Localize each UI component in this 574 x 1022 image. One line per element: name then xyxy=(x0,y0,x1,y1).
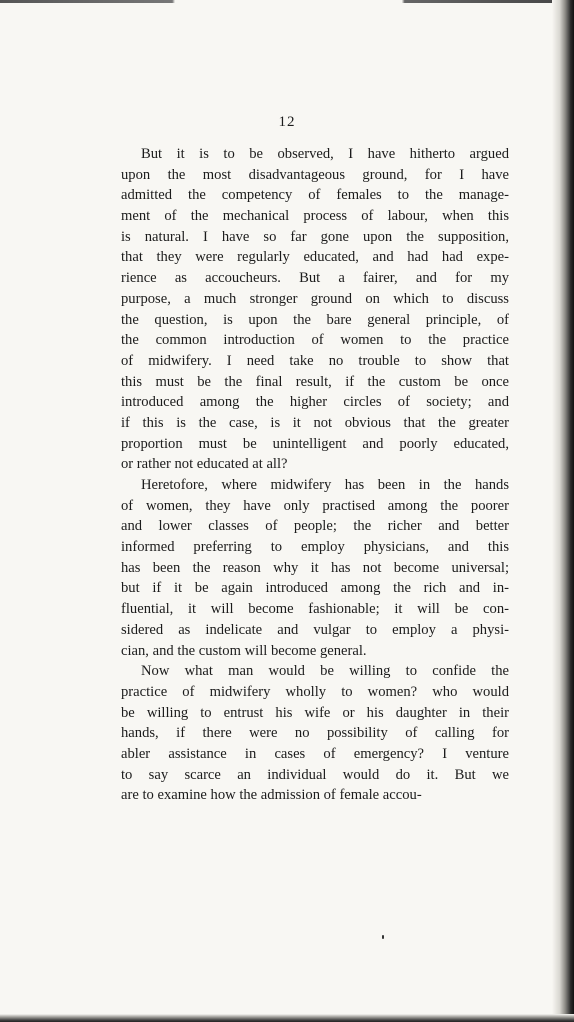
text-line: or rather not educated at all? xyxy=(121,456,288,473)
text-line: practice of midwifery wholly to women? who would xyxy=(121,683,509,700)
text-line: abler assistance in cases of emergency? I venture xyxy=(121,745,509,762)
text-line: ment of the mechanical process of labour, when this xyxy=(121,208,509,225)
text-line: of women, they have only practised among the poorer xyxy=(121,497,509,514)
text-line: informed preferring to employ physicians, and this xyxy=(121,539,509,556)
text-line: the common introduction of women to the practice xyxy=(121,332,509,349)
body-text xyxy=(121,144,509,806)
text-line: hands, if there were no possibility of calling for xyxy=(121,725,509,742)
page-number: 12 xyxy=(278,114,296,130)
text-line: if this is the case, is it not obvious that the greater xyxy=(121,414,509,431)
text-line: of midwifery. I need take no trouble to show that xyxy=(121,352,509,369)
text-line: to say scarce an individual would do it. But we xyxy=(121,766,509,783)
paragraph xyxy=(121,144,509,475)
text-line: purpose, a much stronger ground on which to discuss xyxy=(121,290,509,307)
page-binding-edge xyxy=(552,0,574,1022)
text-line: But it is to be observed, I have hitherto argued xyxy=(141,146,509,162)
text-line: is natural. I have so far gone upon the supposition, xyxy=(121,228,509,245)
text-line: introduced among the higher circles of society; and xyxy=(121,394,509,411)
page-top-edge xyxy=(0,0,574,3)
text-line: and lower classes of people; the richer and better xyxy=(121,518,509,535)
text-line: Heretofore, where midwifery has been in the hands xyxy=(141,477,509,493)
text-line: rience as accoucheurs. But a fairer, and for my xyxy=(121,270,509,287)
text-line: be willing to entrust his wife or his daughter in their xyxy=(121,704,509,721)
text-line: this must be the final result, if the custom be once xyxy=(121,373,509,390)
text-line: fluential, it will become fashionable; it will be con- xyxy=(121,601,509,618)
text-line: are to examine how the admission of female accou- xyxy=(121,787,422,804)
paragraph xyxy=(121,661,509,806)
text-line: upon the most disadvantageous ground, for I have xyxy=(121,166,509,183)
paragraph xyxy=(121,475,509,661)
ink-speck xyxy=(382,935,384,939)
text-line: proportion must be unintelligent and poorly educated, xyxy=(121,435,509,452)
text-line: has been the reason why it has not become universal; xyxy=(121,559,509,576)
text-line: but if it be again introduced among the rich and in- xyxy=(121,580,509,597)
text-line: the question, is upon the bare general principle, of xyxy=(121,311,509,328)
page-bottom-edge xyxy=(0,1014,574,1022)
text-line: Now what man would be willing to confide the xyxy=(141,663,509,680)
text-line: that they were regularly educated, and had had expe- xyxy=(121,249,509,266)
text-line: sidered as indelicate and vulgar to employ a physi- xyxy=(121,621,509,638)
text-line: admitted the competency of females to the manage- xyxy=(121,187,509,204)
text-line: cian, and the custom will become general. xyxy=(121,642,367,659)
